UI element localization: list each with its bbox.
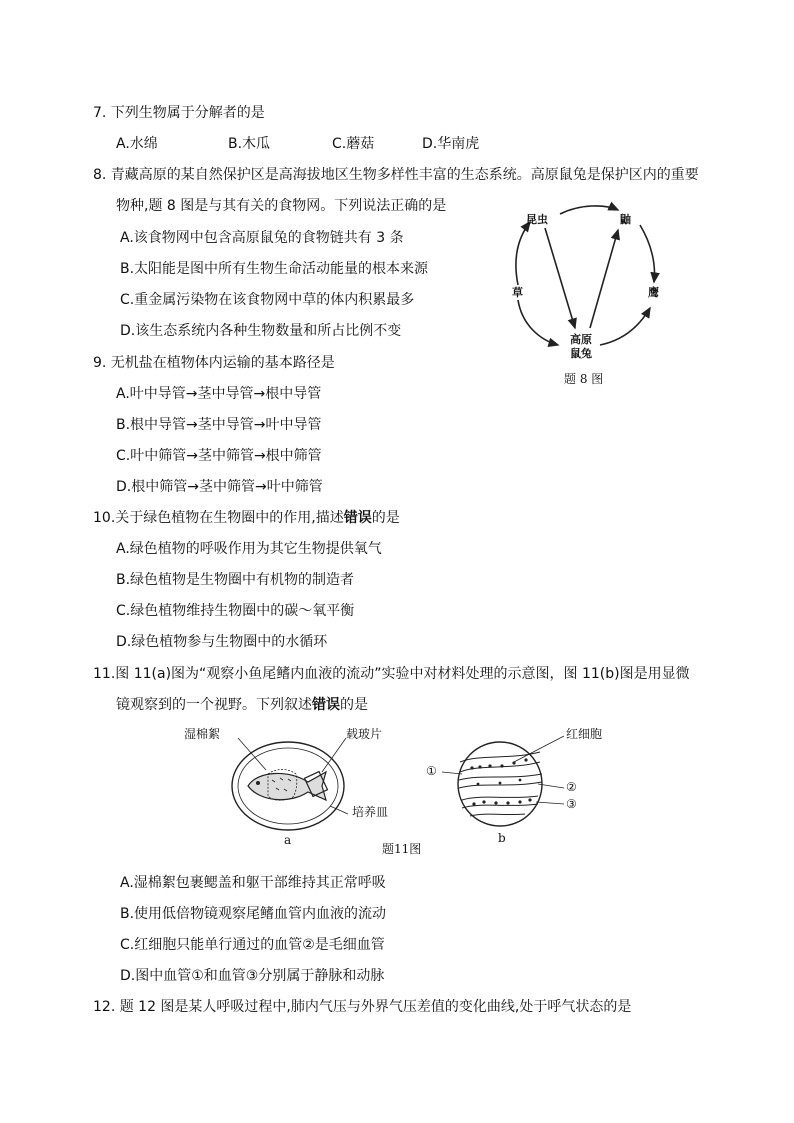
q11-stem-line1: 11.图 11(a)图为“观察小鱼尾鳍内血液的流动”实验中对材料处理的示意图，图 11(b)图是用显微 xyxy=(93,666,690,682)
q7-option-b[interactable]: B.木瓜 xyxy=(228,136,271,152)
arrow-grass-pika xyxy=(518,300,558,345)
label-wet-cotton: 湿棉絮 xyxy=(184,727,221,741)
q8-option-d[interactable]: D.该生态系统内各种生物数量和所占比例不变 xyxy=(120,323,402,339)
q11-option-b[interactable]: B.使用低倍物镜观察尾鳍血管内血液的流动 xyxy=(120,906,387,922)
q9-stem: 9. 无机盐在植物体内运输的基本路径是 xyxy=(93,355,335,371)
node-pika-line1: 高原 xyxy=(570,333,592,346)
q10-option-c[interactable]: C.绿色植物维持生物圈中的碳～氧平衡 xyxy=(116,603,355,619)
q11-option-c[interactable]: C.红细胞只能单行通过的血管②是毛细血管 xyxy=(120,937,385,953)
node-weasel: 鼬 xyxy=(620,213,631,226)
q8-option-c[interactable]: C.重金属污染物在该食物网中草的体内积累最多 xyxy=(120,292,415,308)
node-insect: 昆虫 xyxy=(526,213,548,226)
q8-option-a[interactable]: A.该食物网中包含高原鼠兔的食物链共有 3 条 xyxy=(120,230,404,246)
q12-stem: 12. 题 12 图是某人呼吸过程中,肺内气压与外界气压差值的变化曲线,处于呼气状态的是 xyxy=(93,999,632,1015)
node-grass: 草 xyxy=(512,286,523,299)
q7-option-d[interactable]: D.华南虎 xyxy=(422,136,480,152)
label-glass-slide: 载玻片 xyxy=(346,727,383,741)
q7-option-a[interactable]: A.水绵 xyxy=(116,136,158,152)
label-vessel-2: ② xyxy=(566,780,577,794)
food-web-figure xyxy=(500,200,680,390)
node-eagle: 鹰 xyxy=(648,286,659,299)
label-petri-dish: 培养皿 xyxy=(352,805,389,819)
q11-option-a[interactable]: A.湿棉絮包裹鳃盖和躯干部维持其正常呼吸 xyxy=(120,875,386,891)
q11-stem-emphasis: 错误 xyxy=(312,697,340,713)
figure11 xyxy=(180,722,640,862)
label-part-a: a xyxy=(284,833,292,847)
arrow-weasel-eagle xyxy=(640,225,654,282)
arrow-pika-eagle xyxy=(600,308,650,345)
figure8-caption: 题 8 图 xyxy=(564,372,604,386)
q10-option-b[interactable]: B.绿色植物是生物圈中有机物的制造者 xyxy=(116,572,355,588)
arrow-pika-weasel xyxy=(590,230,618,328)
q8-stem-line1: 8. 青藏高原的某自然保护区是高海拔地区生物多样性丰富的生态系统。高原鼠兔是保护区内的重要 xyxy=(93,167,699,183)
q7-stem: 7. 下列生物属于分解者的是 xyxy=(93,105,265,121)
arrow-grass-insect xyxy=(516,222,530,285)
q9-option-b[interactable]: B.根中导管→茎中导管→叶中导管 xyxy=(116,417,322,433)
q10-stem-suffix: 的是 xyxy=(371,510,400,526)
q9-option-a[interactable]: A.叶中导管→茎中导管→根中导管 xyxy=(116,386,322,402)
q8-stem-line2: 物种,题 8 图是与其有关的食物网。下列说法正确的是 xyxy=(116,198,447,214)
q11-stem-suffix: 的是 xyxy=(340,697,368,713)
q11-stem-line2 xyxy=(116,696,368,714)
q10-option-a[interactable]: A.绿色植物的呼吸作用为其它生物提供氧气 xyxy=(116,541,382,557)
q10-option-d[interactable]: D.绿色植物参与生物圈中的水循环 xyxy=(116,634,328,650)
label-vessel-1: ① xyxy=(426,764,437,778)
figure11-caption: 题11图 xyxy=(382,842,422,856)
q7-options xyxy=(116,135,536,153)
q10-stem xyxy=(93,509,400,527)
label-part-b: b xyxy=(498,831,506,845)
q10-stem-emphasis: 错误 xyxy=(343,510,372,526)
q9-option-d[interactable]: D.根中筛管→茎中筛管→叶中筛管 xyxy=(116,479,323,495)
q9-option-c[interactable]: C.叶中筛管→茎中筛管→根中筛管 xyxy=(116,448,322,464)
label-red-blood-cell: 红细胞 xyxy=(566,727,603,741)
q10-stem-prefix: 10.关于绿色植物在生物圈中的作用,描述 xyxy=(93,510,344,526)
q8-option-b[interactable]: B.太阳能是图中所有生物生命活动能量的根本来源 xyxy=(120,261,429,277)
q7-option-c[interactable]: C.蘑菇 xyxy=(332,136,375,152)
q11-stem-prefix: 镜观察到的一个视野。下列叙述 xyxy=(116,697,312,713)
arrow-insect-pika xyxy=(545,228,575,328)
label-vessel-3: ③ xyxy=(566,797,577,811)
node-pika-line2: 鼠兔 xyxy=(570,347,592,360)
q11-option-d[interactable]: D.图中血管①和血管③分别属于静脉和动脉 xyxy=(120,968,385,984)
arrow-insect-weasel xyxy=(560,206,618,214)
